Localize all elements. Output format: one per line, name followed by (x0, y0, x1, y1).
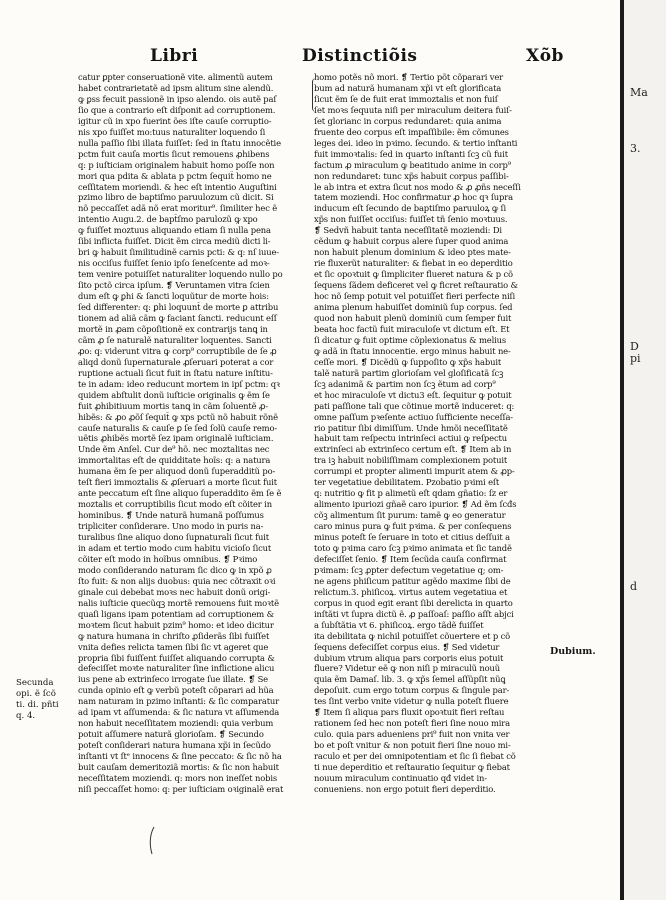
text-line: alimento ipuriozi gñaẽ caro ipurior. ❡ Ad ẽm ſcđs (314, 499, 517, 510)
text-line: extrinſeci ab extrinſeco certum eſt. ❡ Item ab in (314, 444, 512, 455)
text-line: pctm fuit cauſa mortis ſicut remouens ꝓhibens (78, 148, 270, 159)
text-line: opi. ẽ ſcõ (16, 689, 56, 699)
text-line: omne paſſum pꝛeſente actiuo ſufficiente neceſſa- (314, 411, 513, 422)
text-line: cãm ꝓ ſe naturalẽ naturaliter loquentes. Sancti (78, 334, 272, 345)
text-line: inſtãti vt ſupra dictũ ẽ. ꝓ paſſoaſ: paſſio aſſt abjci (314, 608, 514, 619)
text-line: talẽ naturã partim glorioſam vel gloſificatã ſcꝫ (314, 367, 504, 378)
text-line: tra iꝫ habuit nobiliſſimam complexionem potuit (314, 455, 508, 466)
text-line: toto ꝙ pꝛima caro ſcꝫ pꝛimo animata et ſic tandẽ (314, 542, 512, 553)
facing-page-edge (624, 0, 666, 900)
pen-mark (148, 826, 158, 856)
text-line: mori qua pdita & ablata p pctm ſequit̃ homo ne (78, 170, 272, 181)
text-line: Unde ẽm Anſel. Cur de⁹ hõ. nec moztalitas nec (78, 444, 270, 455)
text-line: rie fluxerũt naturaliter: & fiebat in eo deperditio (314, 258, 513, 269)
text-line: neceſſitatem moziendi. q: mors non ineſſet nobis (78, 773, 278, 783)
header-folio: Xõb (526, 46, 564, 66)
text-line: et hoc miraculoſe vt dictu3 eſt. ſequitur ꝙ potuit (314, 389, 512, 400)
text-line: ꝙ natura humana in chriſto ꝓſiderãs ſibi fuiſſet (78, 630, 270, 641)
text-line: fuit ꝓhibitiuum mortis tanꝗ in cãm ſoluentẽ ꝓ- (78, 400, 268, 411)
text-line: relictum.3. phiſicoꝝ. virtus autem vegetatiua et (314, 586, 508, 597)
text-line: quod non habuit plenũ dominiũ cum ſemper fuit (314, 312, 512, 323)
text-line: ſed differenter: q: ꝑhi loquunt̃ de morte ꝑ attribu (78, 302, 279, 313)
text-line: uẽtis ꝓhibẽs mortẽ ſez ipam originalẽ iuſticiam. (78, 433, 274, 444)
text-line: tatem moziendi. Hoc confirmatur ꝓ hoc qꝛ ſupra (314, 192, 513, 203)
text-line: intentio Augu.2. de bapt̃ſmo parulozũ ꝙ xpo (78, 214, 258, 225)
text-line: ne agens phiſicum patitur agẽdo maxime ſibi de (314, 575, 511, 586)
text-line: le ab intra et extra ſicut nos modo & ꝓ ꝓñs neceſſi (314, 181, 521, 192)
text-line: ter vegetatiue debilitatem. Pzobatio pꝛimi eſt (314, 477, 500, 488)
text-line: modo conſiderando naturam ſic dico ꝙ in xpõ ꝓ (78, 564, 272, 575)
left-text-column (78, 72, 300, 795)
text-line: ſet glorianc in corpus redundaret: quia anima (314, 115, 502, 126)
text-line: fruente deo corpus eſt impaſſibile: ẽm cõmunes (314, 126, 509, 137)
text-line: tes ſint verbo vnite videtur ꝙ nulla poteſt fluere (314, 696, 509, 707)
facing-page-fragment: d (630, 580, 638, 593)
text-line: hoc nõ ſemp potuit vel potuiſſet fieri perfecte niſi (314, 291, 516, 302)
text-line: ſi dicatur ꝙ fuit optime cõplexionatus & melius (314, 334, 507, 345)
text-line: ſio que a contrario eſt diſponit ad corruptionem. (78, 104, 276, 115)
text-line: ſto fuit: & non alijs duobus: quia nec cõtraxit oꝛi (78, 575, 276, 586)
text-line: ſequens ſãdem deficeret vel ꝙ ficret reſtauratio & (314, 280, 518, 291)
text-line: potuit aſſumere naturã glorioſam. ❡ Secundo (78, 729, 264, 740)
text-line: teſt fieri immoztalis & ꝓſeruari a morte ſicut fuit (78, 477, 278, 488)
text-line: tripliciter conſiderare. Uno modo in puris na- (78, 521, 264, 532)
text-line: fuit immoꝛtalis: ſed in quarto inſtanti ſcꝫ cũ fuit (314, 148, 508, 159)
text-line: ginale cui debebat moꝛs nec habuit donũ origi- (78, 586, 271, 597)
text-line: non habuit plenum dominium & ideo ptes mate- (314, 247, 511, 258)
text-line: factum ꝓ miraculum ꝙ beatitudo anime in corp⁹ (314, 159, 511, 170)
text-line: ꝓo: q: viderunt vitra ꝙ corp⁹ corruptibile de ſe ꝓ (78, 345, 277, 356)
text-line: immortalitas eſt de quidditate hoĩs: q: a natura (78, 455, 271, 466)
text-line: ruptione actuali ſicut fuit in ſtatu nature inſtitu- (78, 367, 273, 378)
text-line: habuit tam reſpectu intrinſeci actiui ꝙ reſpectu (314, 433, 507, 444)
text-line: cauſe naturalis & cauſe ꝑ ſe ſed ſolũ cauſe remo- (78, 422, 278, 433)
text-line: cunda opinio eſt ꝙ verbũ poteſt cõparari ad hũa (78, 685, 274, 696)
text-line: nis occiſus fuiſſet ſenio ipſo ſeneſcente ad moꝛ- (78, 258, 270, 269)
text-line: ius pene ab extrinſeco irrogate ſue illate. ❡ Se (78, 674, 268, 685)
facing-page-fragment: 3. (630, 142, 641, 155)
text-line: niſi peccaſſet homo: q: per iuſticiam oꝛiginalẽ erat (78, 783, 284, 794)
text-line: xp̃s non fuiſſet occiſus: fuiſſet tñ ſenio moꝛtuus. (314, 214, 508, 225)
text-line: beata hoc factũ fuit miraculoſe vt dictum eſt. Et (314, 323, 510, 334)
running-header (0, 46, 620, 70)
text-line: a ſubſtãtia vt 6. phiſicoꝝ. ergo tãdẽ fuiſſet (314, 619, 484, 630)
text-line: igitur cũ in xpo fuerint ões iſte cauſe corruptio- (78, 115, 272, 126)
text-line: anima plenum habuiſſet dominiũ ſup corpus. ſed (314, 302, 513, 313)
text-line: ſet moꝛs ſequuta niſi per miraculum deitera fuiſ- (314, 104, 512, 115)
text-line: q: nutritio ꝙ fit p alimetũ eſt qdam gñatio: ſz er (314, 488, 508, 499)
text-line: dubium vtrum aliqua pars corporis eius potuit (314, 652, 504, 663)
text-line: rationem ſed hec non poteſt fieri ſine nouo mira (314, 718, 510, 729)
text-line: culo. quia pars adueniens pri⁹ fuit non vnita ver (314, 729, 510, 740)
left-margin-note (16, 678, 74, 722)
text-line: poteſt conſiderari natura humana xp̃i in ſecũdo (78, 740, 271, 751)
text-line: leges dei. ideo in pꝛimo. ſecundo. & tertio inſtanti (314, 137, 518, 148)
text-line: ſito pctõ circa ipſum. ❡ Veruntamen vitra ſcien (78, 280, 270, 291)
text-line: ceſſe mori. ❡ Dicẽdũ ꝙ ſuppoſito ꝙ xp̃s habuit (314, 356, 502, 367)
text-line: ti. di. pñti (16, 700, 59, 710)
text-line: corrumpi et propter alimenti impurit atem & ꝓp- (314, 466, 515, 477)
text-line: cõꝫ alimentum ſit purum: tamẽ ꝙ eo generatur (314, 510, 506, 521)
text-line: quia ẽm Damaſ. lib. 3. ꝙ xp̃s ſemel aſſũpſit nũꝗ (314, 674, 506, 685)
text-line: bri ꝙ habuit ſimilitudinẽ carnis pcti: & q: nſ iuue- (78, 247, 279, 258)
text-line: ❡ Item ſi aliqua pars fluxit opoꝛtuit fieri reſtau (314, 707, 505, 718)
text-line: humana ẽm ſe per aliquod donũ ſuperadditũ po- (78, 466, 276, 477)
text-line: bo et poſt vnitur & non potuit fieri ſine nouo mi- (314, 740, 511, 751)
text-line: minus poteſt ſe ſeruare in toto et citius deſſuit a (314, 532, 510, 543)
text-line: te in adam: ideo reducunt mortem in ipſ pctm: qꝛ (78, 378, 280, 389)
text-line: bum ad naturã humanam xp̃i vt eſt glorificata (314, 82, 502, 93)
text-line: turalibus ſine aliquo dono ſupnaturali ſicut fuit (78, 532, 270, 543)
facing-page-fragment: Ma (630, 86, 648, 99)
text-line: pꝛimam: ſcꝫ ꝓpter defectum vegetatiue q; om- (314, 564, 504, 575)
text-line: ❡ Sedvñ habuit tanta neceſſitatẽ moziendi: Di (314, 225, 502, 236)
text-line: ceſſitatem moriendi. & hec eſt intentio Auguſtini (78, 181, 277, 192)
text-line: buit cauſam demeritoziã mortis: & ſic non habuit (78, 762, 279, 773)
right-margin-note: Dubium. (550, 646, 596, 657)
facing-page-fragment: D (630, 340, 639, 353)
text-line: defeciſſet moꝛte naturaliter ſine inflictione alicu (78, 663, 275, 674)
text-line: q. 4. (16, 711, 36, 721)
text-line: nis xpo fuiſſet mo:tuus naturaliter loquendo ſi (78, 126, 266, 137)
text-line: hominibus. ❡ Unde naturã humanã poſſumus (78, 510, 264, 521)
text-line: ꝙ ꝑss fecuit passionẽ in ipso alendo. ois autẽ paſ (78, 93, 277, 104)
text-line: Secunda (16, 678, 54, 688)
text-line: homo potẽs nõ mori. ❡ Tertio põt cõparari ver (314, 72, 503, 82)
text-line: nulla paſſio ſibi illata fuiſſet: ſed in ſtatu innocẽtie (78, 137, 281, 148)
text-line: conueniens. non ergo potuit fieri deperditio. (314, 783, 496, 794)
text-line: propria ſibi fuiſſent fuiſſet aliquando corrupta & (78, 652, 275, 663)
text-line: tem venire potuiſſet naturaliter loquendo nullo po (78, 269, 283, 280)
text-line: rio patitur ſibi dimiſſum. Unde hmõi neceſſitatẽ (314, 422, 508, 433)
text-line: hibẽs: & ꝓo ꝓõſ ſequit̃ ꝙ xps pctũ nõ habuit rõnẽ (78, 411, 278, 422)
text-line: quidem abſtulit donũ iuſticie originalis ꝙ ẽm ſe (78, 389, 270, 400)
text-line: nouum miraculum continuatio qđ videt in- (314, 773, 487, 783)
text-line: defeciſſet ſenio. ❡ Item ſecũda cauſa confirmat (314, 553, 507, 564)
text-line: depoſuit. cum ergo totum corpus & ſingule par- (314, 685, 510, 696)
text-line: cẽdum ꝙ habuit corpus alere ſuper quod anima (314, 236, 509, 247)
text-line: nalis iuſticie quecũqꝫ mortẽ remouens fuit moꝛtẽ (78, 597, 279, 608)
text-line: catur ꝑpter conseruationẽ vite. alimentũ autem (78, 72, 273, 82)
text-line: ꝙ adã in ſtatu innocentie. ergo minus habuit ne- (314, 345, 511, 356)
text-line: non redundaret: tunc xp̃s habuit corpus paſſibi- (314, 170, 509, 181)
text-line: pati paſſione tali que cõtinue mortẽ induceret: q: (314, 400, 515, 411)
facing-page-fragment: pi (630, 352, 641, 365)
right-text-column (314, 72, 550, 795)
text-line: habet contrarietatẽ ad ipsm alitum sine alendũ. (78, 82, 274, 93)
text-line: ante peccatum eſt ſine aliquo ſuperaddito ẽm ſe ẽ (78, 488, 282, 499)
text-line: ſequens defeciſſet corpus eius. ❡ Sed videtur (314, 641, 500, 652)
header-libri: Libri (150, 46, 199, 66)
text-line: raculo et per dei omnipotentiam et ſic ſi fiebat cõ (314, 751, 516, 762)
text-line: et ſic opoꝛtuit ꝙ ſimpliciter flueret natura & p cõ (314, 269, 513, 280)
text-line: ita debilitata ꝙ nichil potuiſſet cõuertere et p cõ (314, 630, 511, 641)
text-line: inſtanti vt ſtᵉ innocens & ſine peccato: & ſic nõ ha (78, 751, 282, 762)
text-line: cõiter eſt modo in hoĩbus omnibus. ❡ Pꝛimo (78, 553, 258, 564)
header-distinctionis: Distinctiõis (302, 46, 418, 66)
text-line: ſicut ẽm ſe de fuit erat immoztalis et non fuiſ (314, 93, 498, 104)
text-line: ſibi inflicta fuiſſet. Dicit ẽm circa mediũ dicti li- (78, 236, 271, 247)
text-line: nõ peccaſſet adã nõ erat moritur⁹. ſimiliter hec ẽ (78, 203, 278, 214)
text-line: ad ipam vt aſſumenda: & ſic natura vt aſſumenda (78, 707, 280, 718)
text-line: pzimo libro de baptiſmo paruulozum cũ dicit. Si (78, 192, 274, 203)
text-line: dum eſt ꝙ ꝑhi & ſancti loquũtur de morte hois: (78, 291, 269, 302)
text-line: moztalis et corruptibilis ſicut modo eſt cõiter in (78, 499, 272, 510)
text-line: corpus in quod egit erant ſibi derelicta in quarto (314, 597, 513, 608)
text-line: mortẽ in ꝓam cõpoſitionẽ ex contrarijs tanꝗ in (78, 323, 268, 334)
text-line: q: p iuſticiam originalem habuit homo poſſe non (78, 159, 275, 170)
text-line: inducum eſt ſecundo de baptiſmo paruuloꝝ ꝙ ſi (314, 203, 507, 214)
text-line: ſcꝫ adanimã & partim non ſcꝫ ẽtum ad corp⁹ (314, 378, 496, 389)
text-line: non habuit neceſſitatem moziendi: quia verbum (78, 718, 274, 729)
text-line: quaſi ligans ipam potentiam ad corruptionem & (78, 608, 274, 619)
text-line: caro minus pura ꝙ fuit pꝛima. & per conſequens (314, 521, 512, 532)
text-line: nam naturam in pzimo inſtanti: & ſic comparatur (78, 696, 280, 707)
text-line: in adam et tertio modo cum habitu vicioſo ſicut (78, 542, 272, 553)
text-line: aliqd donũ ſupernaturale ꝓſeruari poterat a cor (78, 356, 274, 367)
text-line: ti nue deperditio et reſtauratio ſequitur ꝙ fiebat (314, 762, 510, 773)
text-line: tionem ad aliã cãm ꝙ faciant ſancti. reducunt eſſ (78, 312, 277, 323)
text-line: ꝙ fuiſſet moztuus aliquando etiam ſi nulla pena (78, 225, 271, 236)
text-line: vnita defies relicta tamen ſibi ſic vt ageret que (78, 641, 269, 652)
text-line: moꝛtem ſicut habuit pzim⁹ homo: et ideo dicitur (78, 619, 274, 630)
text-line: fluere? Videtur eẽ ꝙ non niſi p miraculũ nouũ (314, 663, 501, 674)
